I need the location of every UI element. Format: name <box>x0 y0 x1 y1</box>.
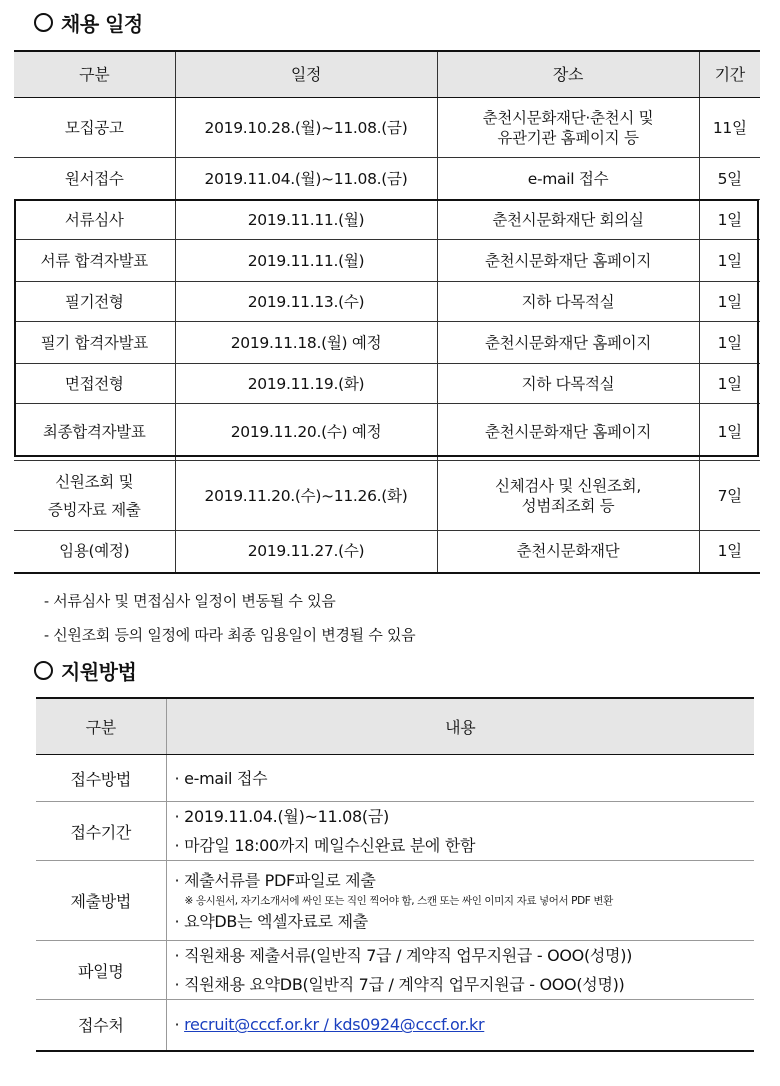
apply-content <box>166 1000 754 1051</box>
email-link[interactable]: recruit@cccf.or.kr / kds0924@cccf.or.kr <box>184 1015 485 1035</box>
cell-date: 2019.11.11.(월) <box>175 200 437 240</box>
apply-content <box>166 802 754 861</box>
cell-stage: 최종합격자발표 <box>14 404 175 461</box>
col-header-duration: 기간 <box>699 51 760 98</box>
circle-bullet-icon <box>34 661 53 680</box>
cell-date: 2019.11.04.(월)~11.08.(금) <box>175 158 437 200</box>
circle-bullet-icon <box>34 13 53 32</box>
cell-stage: 신원조회 및 증빙자료 제출 <box>14 461 175 531</box>
cell-place: 춘천시문화재단 홈페이지 <box>437 240 699 282</box>
schedule-header-row <box>14 51 760 98</box>
apply-content <box>166 941 754 1000</box>
schedule-row <box>14 531 760 573</box>
cell-place: 춘천시문화재단 홈페이지 <box>437 322 699 364</box>
col-header-place: 장소 <box>437 51 699 98</box>
cell-duration: 1일 <box>699 531 760 573</box>
cell-date: 2019.10.28.(월)~11.08.(금) <box>175 98 437 158</box>
apply-row <box>36 1000 754 1051</box>
cell-date: 2019.11.18.(월) 예정 <box>175 322 437 364</box>
schedule-row <box>14 322 760 364</box>
cell-date: 2019.11.20.(수)~11.26.(화) <box>175 461 437 531</box>
apply-title: 지원방법 <box>34 656 136 685</box>
schedule-row <box>14 98 760 158</box>
apply-label: 접수기간 <box>36 802 166 861</box>
content-line: · 2019.11.04.(월)~11.08(금) <box>174 807 389 826</box>
cell-duration: 1일 <box>699 200 760 240</box>
apply-label: 접수방법 <box>36 755 166 802</box>
cell-duration: 1일 <box>699 364 760 404</box>
cell-duration: 1일 <box>699 240 760 282</box>
cell-stage: 원서접수 <box>14 158 175 200</box>
cell-place: 춘천시문화재단 <box>437 531 699 573</box>
cell-date: 2019.11.27.(수) <box>175 531 437 573</box>
cell-duration: 1일 <box>699 282 760 322</box>
schedule-note: - 신원조회 등의 일정에 따라 최종 임용일이 변경될 수 있음 <box>44 626 416 644</box>
cell-duration: 5일 <box>699 158 760 200</box>
content-line: · e-mail 접수 <box>174 768 268 788</box>
cell-place: e-mail 접수 <box>437 158 699 200</box>
col-header-stage: 구분 <box>14 51 175 98</box>
apply-row <box>36 941 754 1000</box>
apply-row <box>36 755 754 802</box>
schedule-row <box>14 404 760 461</box>
schedule-row <box>14 364 760 404</box>
apply-header-row <box>36 698 754 755</box>
content-line: · 마감일 18:00까지 메일수신완료 분에 한함 <box>174 836 476 855</box>
cell-stage: 모집공고 <box>14 98 175 158</box>
schedule-row <box>14 461 760 531</box>
content-bullet: · <box>174 1015 185 1035</box>
schedule-row <box>14 282 760 322</box>
cell-place: 춘천시문화재단 회의실 <box>437 200 699 240</box>
apply-row <box>36 861 754 941</box>
schedule-table <box>14 50 760 574</box>
apply-label: 접수처 <box>36 1000 166 1051</box>
schedule-note: - 서류심사 및 면접심사 일정이 변동될 수 있음 <box>44 592 336 610</box>
cell-stage: 서류 합격자발표 <box>14 240 175 282</box>
cell-date: 2019.11.11.(월) <box>175 240 437 282</box>
content-line: · 직원채용 요약DB(일반직 7급 / 계약직 업무지원급 - OOO(성명)) <box>174 975 625 994</box>
cell-duration: 1일 <box>699 404 760 461</box>
content-line: · 직원채용 제출서류(일반직 7급 / 계약직 업무지원급 - OOO(성명)) <box>174 946 633 965</box>
col-header-date: 일정 <box>175 51 437 98</box>
apply-table <box>36 697 754 1052</box>
apply-content <box>166 755 754 802</box>
cell-place: 춘천시문화재단 홈페이지 <box>437 404 699 461</box>
cell-stage: 서류심사 <box>14 200 175 240</box>
content-footnote: ※ 응시원서, 자기소개서에 싸인 또는 직인 찍어야 함, 스캔 또는 싸인 이미지 자료 넣어서 PDF 변환 <box>184 894 613 907</box>
cell-date: 2019.11.13.(수) <box>175 282 437 322</box>
cell-place: 지하 다목적실 <box>437 282 699 322</box>
cell-duration: 11일 <box>699 98 760 158</box>
cell-place: 춘천시문화재단·춘천시 및 유관기관 홈페이지 등 <box>437 98 699 158</box>
schedule-row <box>14 200 760 240</box>
cell-place: 지하 다목적실 <box>437 364 699 404</box>
apply-label: 제출방법 <box>36 861 166 941</box>
cell-stage: 필기전형 <box>14 282 175 322</box>
schedule-title: 채용 일정 <box>34 8 143 37</box>
col-header-content: 내용 <box>166 698 754 755</box>
cell-date: 2019.11.19.(화) <box>175 364 437 404</box>
col-header-category: 구분 <box>36 698 166 755</box>
cell-date: 2019.11.20.(수) 예정 <box>175 404 437 461</box>
content-line: · 제출서류를 PDF파일로 제출 <box>174 870 376 890</box>
schedule-row <box>14 158 760 200</box>
cell-stage: 임용(예정) <box>14 531 175 573</box>
cell-place: 신체검사 및 신원조회, 성범죄조회 등 <box>437 461 699 531</box>
apply-row <box>36 802 754 861</box>
content-line: · 요약DB는 엑셀자료로 제출 <box>174 911 368 931</box>
apply-label: 파일명 <box>36 941 166 1000</box>
apply-content <box>166 861 754 941</box>
cell-stage: 면접전형 <box>14 364 175 404</box>
cell-duration: 1일 <box>699 322 760 364</box>
schedule-row <box>14 240 760 282</box>
cell-stage: 필기 합격자발표 <box>14 322 175 364</box>
cell-duration: 7일 <box>699 461 760 531</box>
